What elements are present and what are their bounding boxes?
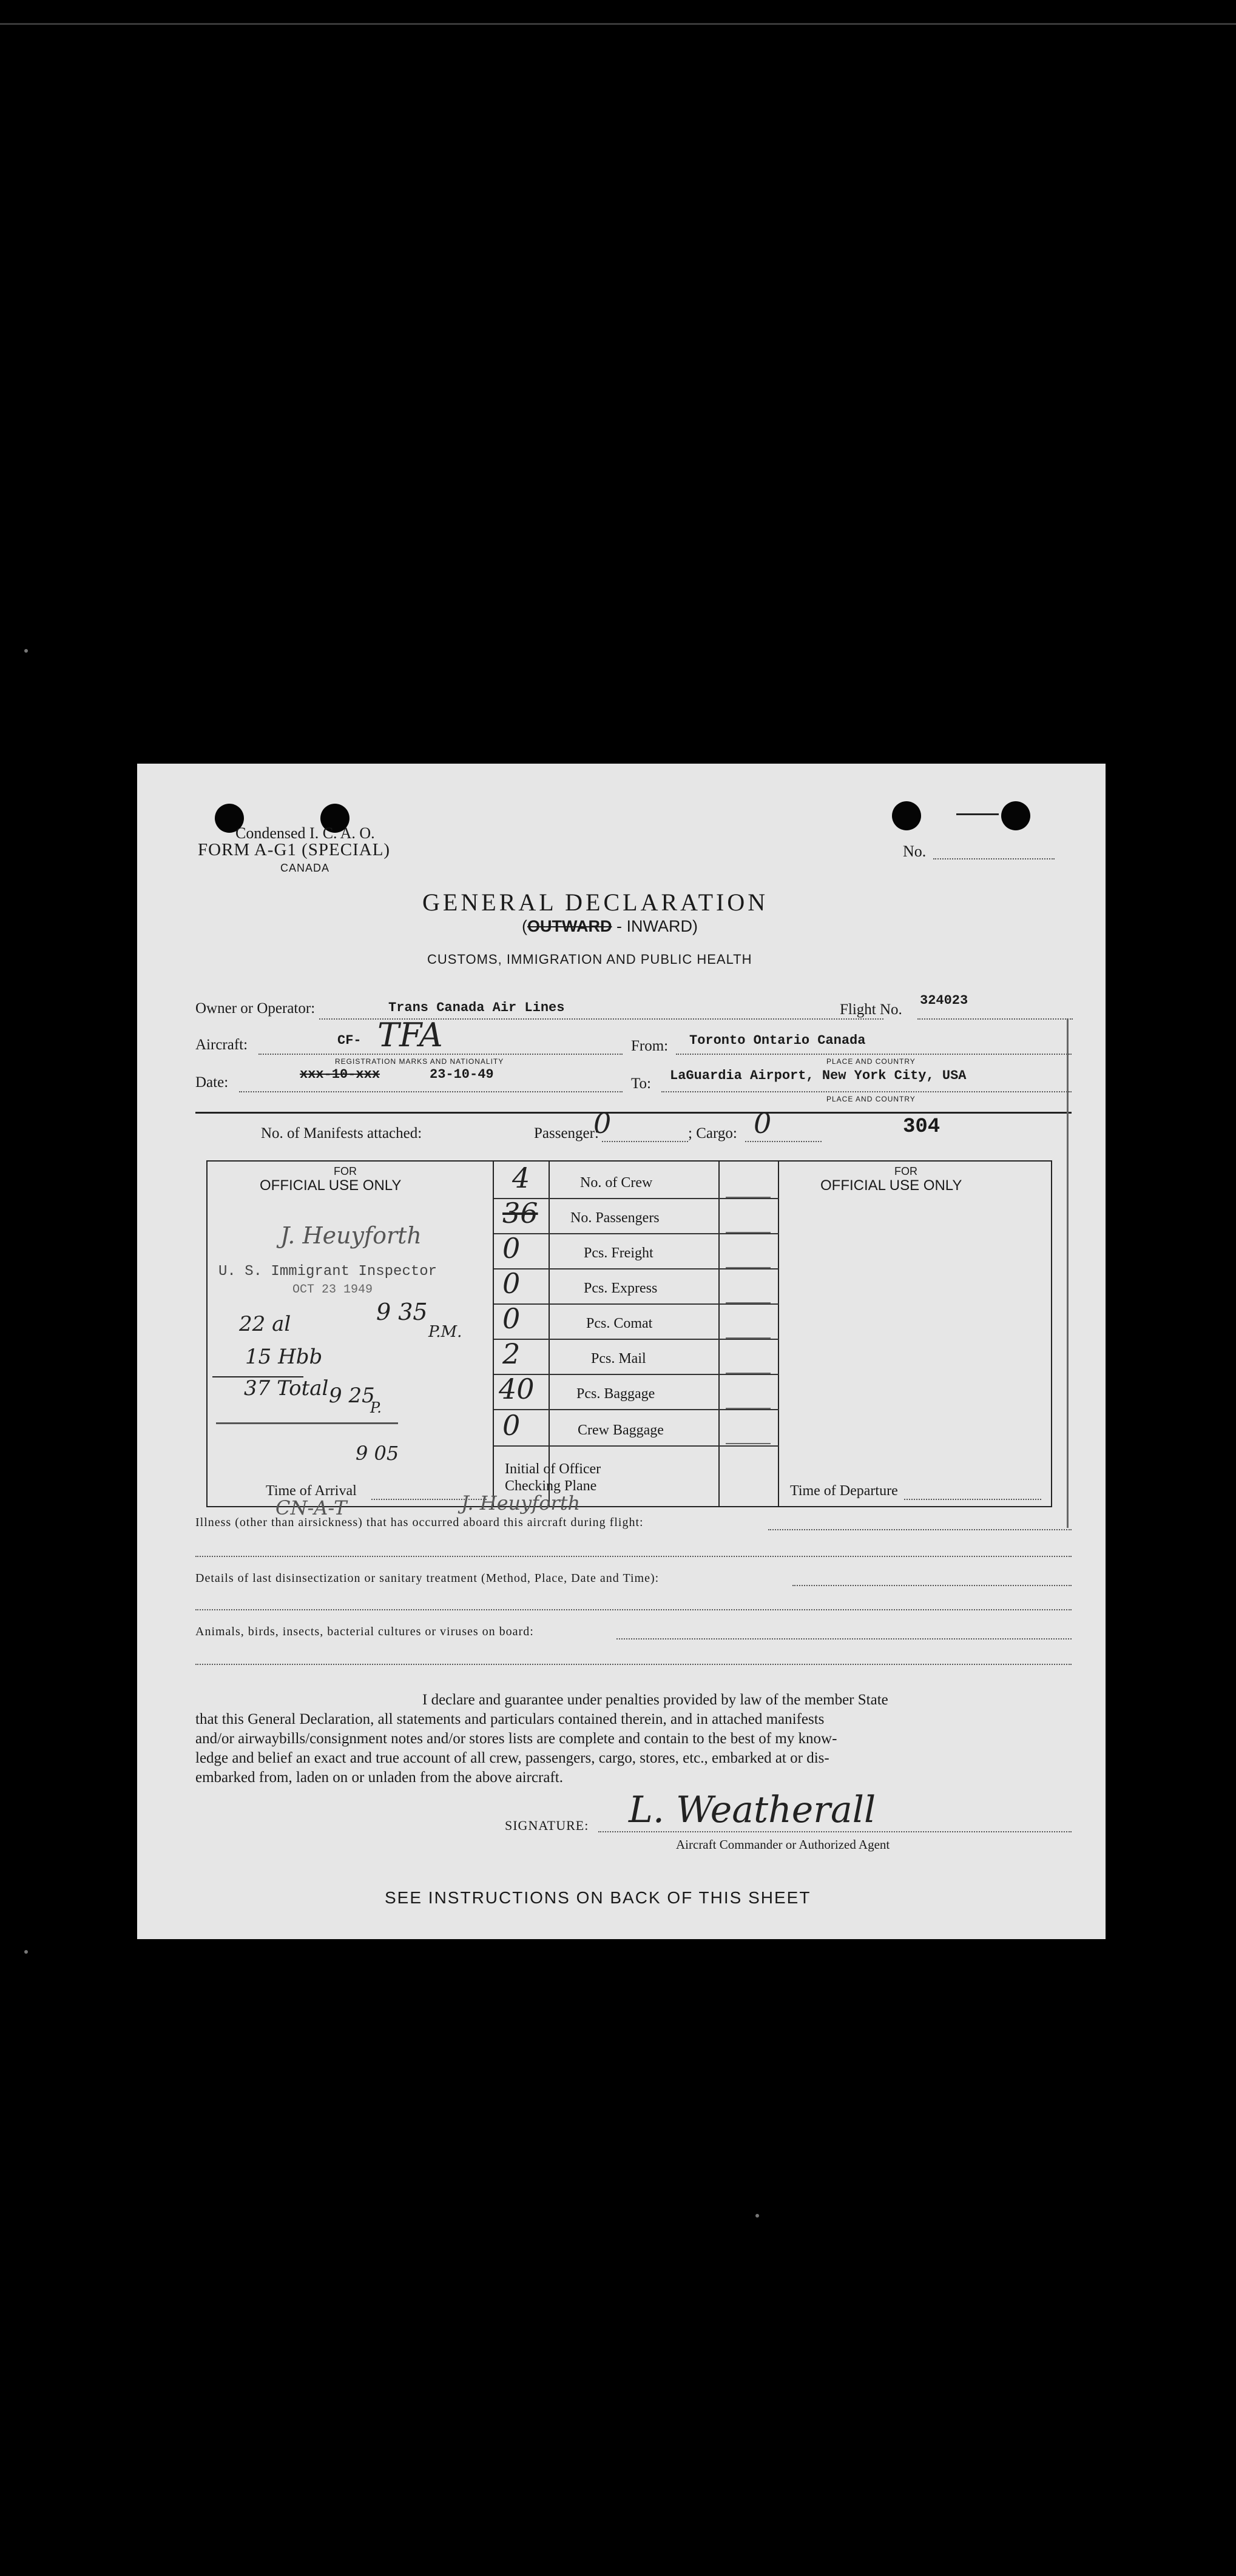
declaration-line-1: I declare and guarantee under penalties provided by law of the member State [422, 1692, 888, 1708]
pilot-signature: L. Weatherall [629, 1789, 876, 1831]
country-label: CANADA [280, 862, 330, 874]
handwritten-tally-total: 37 Total [244, 1376, 329, 1401]
mail-value: 2 [502, 1337, 521, 1370]
disinsect-label: Details of last disinsectization or sanitary treatment (Method, Place, Date and Time): [195, 1572, 660, 1585]
to-value: LaGuardia Airport, New York City, USA [670, 1068, 967, 1083]
handwritten-tally-1: 22 al [239, 1312, 291, 1336]
comat-label: Pcs. Comat [586, 1316, 653, 1331]
cargo-label: ; Cargo: [688, 1125, 737, 1142]
time-of-departure-label: Time of Departure [790, 1483, 898, 1499]
declaration-line-5: embarked from, laden on or unladen from the above aircraft. [195, 1769, 563, 1786]
checking-plane-label: Checking Plane [505, 1478, 597, 1494]
passengers-value: 36 [502, 1197, 538, 1229]
scan-speck [24, 649, 28, 653]
animals-field-2 [195, 1664, 1072, 1665]
direction-line: (OUTWARD - INWARD) [522, 917, 698, 935]
date-struck: xxx-10-xxx [300, 1067, 380, 1082]
punch-hole [1001, 801, 1030, 830]
blank-tick [726, 1302, 771, 1303]
row-express [494, 1268, 779, 1305]
express-value: 0 [502, 1267, 521, 1300]
passengers-label: No. Passengers [570, 1210, 660, 1226]
footer-instructions: SEE INSTRUCTIONS ON BACK OF THIS SHEET [385, 1888, 811, 1907]
owner-label: Owner or Operator: [195, 1000, 316, 1017]
official-use-table [206, 1160, 1052, 1507]
form-number: FORM A-G1 (SPECIAL) [198, 840, 391, 859]
row-passengers [494, 1198, 779, 1234]
scribble-strike [216, 1422, 398, 1424]
handwritten-officer-signature-2: J. Heuyforth [461, 1491, 581, 1515]
handwritten-time-2: 9 25 [329, 1384, 375, 1408]
signature-label: SIGNATURE: [505, 1818, 589, 1833]
blank-tick [726, 1337, 771, 1339]
top-scan-edge [0, 23, 1236, 25]
illness-field-2 [195, 1556, 1072, 1557]
to-field [661, 1091, 1072, 1092]
crew-baggage-label: Crew Baggage [578, 1422, 664, 1438]
no-label: No. [903, 842, 927, 860]
manifests-label: No. of Manifests attached: [261, 1125, 422, 1142]
handwritten-time-1: 9 35 [376, 1299, 428, 1325]
baggage-value: 40 [499, 1373, 535, 1405]
illness-field [768, 1529, 1072, 1530]
right-official-use-label: OFFICIAL USE ONLY [820, 1177, 962, 1194]
illness-label: Illness (other than airsickness) that has occurred aboard this aircraft during flight: [195, 1516, 644, 1529]
row-mail [494, 1339, 779, 1375]
passenger-label: Passenger: [534, 1125, 599, 1142]
right-for-label: FOR [894, 1165, 917, 1177]
scratch-mark [956, 813, 999, 815]
row-freight [494, 1233, 779, 1270]
signature-field [598, 1831, 1072, 1832]
animals-field [616, 1638, 1072, 1639]
registration-caption: REGISTRATION MARKS AND NATIONALITY [335, 1057, 504, 1066]
flight-value: 324023 [920, 993, 968, 1008]
time-of-arrival-label: Time of Arrival [266, 1483, 357, 1499]
aircraft-value: TFA [377, 1016, 443, 1054]
from-field [676, 1054, 1072, 1055]
row-crew [494, 1162, 779, 1199]
handwritten-officer-initials: CN-A-T [275, 1496, 347, 1519]
scan-speck [755, 2214, 759, 2218]
blank-tick [726, 1197, 771, 1198]
immigration-stamp-date: OCT 23 1949 [292, 1283, 373, 1297]
row-crew-baggage [494, 1409, 779, 1447]
from-place-caption: PLACE AND COUNTRY [826, 1057, 916, 1066]
condensed-icao: Condensed I. C. A. O. [235, 824, 375, 842]
handwritten-officer-signature: J. Heuyforth [280, 1222, 422, 1249]
form-title: GENERAL DECLARATION [422, 889, 769, 916]
from-label: From: [631, 1038, 669, 1054]
row-baggage [494, 1374, 779, 1410]
handwritten-time-3: 9 05 [356, 1442, 399, 1465]
signature-caption: Aircraft Commander or Authorized Agent [676, 1837, 890, 1852]
freight-label: Pcs. Freight [584, 1245, 653, 1261]
blank-tick [726, 1267, 771, 1268]
passenger-field [602, 1141, 688, 1142]
no-field [933, 858, 1055, 859]
from-value: Toronto Ontario Canada [689, 1033, 866, 1048]
time-of-departure-field [904, 1499, 1041, 1500]
cargo-manifests-value: 0 [754, 1107, 772, 1140]
cargo-field [745, 1141, 822, 1142]
aircraft-prefix: CF- [337, 1033, 362, 1048]
row-comat [494, 1303, 779, 1340]
date-field [239, 1091, 623, 1092]
mail-label: Pcs. Mail [591, 1351, 646, 1367]
blank-tick [726, 1373, 771, 1374]
animals-label: Animals, birds, insects, bacterial cultures or viruses on board: [195, 1625, 534, 1638]
passenger-manifests-value: 0 [593, 1107, 612, 1140]
freight-value: 0 [502, 1232, 521, 1265]
crew-baggage-value: 0 [502, 1409, 521, 1442]
flight-label: Flight No. [840, 1001, 902, 1018]
direction-outward-struck: OUTWARD [527, 917, 612, 935]
handwritten-time-1-suffix: P.M. [428, 1323, 462, 1341]
flight-field [917, 1018, 1073, 1020]
count-rows [494, 1162, 779, 1453]
scan-speck [24, 1950, 28, 1954]
comat-value: 0 [502, 1302, 521, 1335]
baggage-label: Pcs. Baggage [576, 1386, 655, 1402]
declaration-line-4: ledge and belief an exact and true account of all crew, passengers, cargo, stores, etc., embarked at or dis- [195, 1750, 829, 1766]
express-label: Pcs. Express [584, 1280, 658, 1296]
divider [195, 1112, 1072, 1114]
handwritten-time-2-suffix: P. [370, 1399, 382, 1416]
date-value: 23-10-49 [430, 1067, 494, 1082]
immigration-stamp-line1: U. S. Immigrant Inspector [218, 1263, 437, 1280]
disinsect-field-2 [195, 1609, 1072, 1610]
initial-officer-label: Initial of Officer [505, 1461, 601, 1477]
direction-separator: - [612, 917, 627, 935]
disinsect-field [792, 1585, 1072, 1586]
crew-label: No. of Crew [580, 1175, 653, 1191]
paper-fold [1067, 1018, 1069, 1528]
blank-tick [726, 1232, 771, 1233]
owner-value: Trans Canada Air Lines [388, 1000, 565, 1015]
handwritten-tally-2: 15 Hbb [245, 1345, 323, 1369]
punch-hole [892, 801, 921, 830]
aircraft-label: Aircraft: [195, 1037, 248, 1053]
declaration-line-3: and/or airwaybills/consignment notes and/or stores lists are complete and contain to the best of my know- [195, 1730, 837, 1747]
date-label: Date: [195, 1074, 229, 1091]
to-place-caption: PLACE AND COUNTRY [826, 1095, 916, 1103]
form-subtitle: CUSTOMS, IMMIGRATION AND PUBLIC HEALTH [427, 952, 752, 967]
declaration-line-2: that this General Declaration, all statements and particulars contained therein, and in attached manifests [195, 1711, 825, 1727]
crew-value: 4 [512, 1162, 530, 1194]
blank-tick [726, 1443, 771, 1444]
direction-inward: INWARD [626, 917, 692, 935]
to-label: To: [631, 1075, 651, 1092]
cargo-extra-number: 304 [903, 1115, 941, 1138]
blank-tick [726, 1408, 771, 1409]
general-declaration-form [137, 764, 1106, 1939]
left-for-label: FOR [334, 1165, 357, 1177]
left-official-use-label: OFFICIAL USE ONLY [260, 1177, 402, 1194]
